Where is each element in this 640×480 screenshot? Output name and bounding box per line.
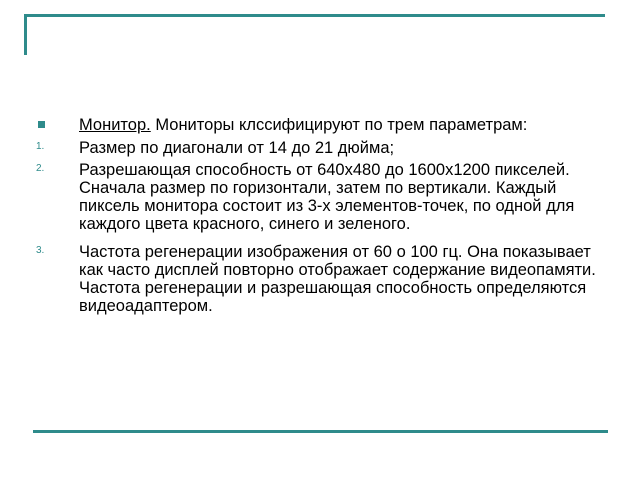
frame-top-line: [24, 14, 605, 17]
intro-bullet: [36, 116, 596, 134]
list-item-3: [36, 243, 596, 315]
list-item-2-text: Разрешающая способность от 640х480 до 1600х1200 пикселей. Сначала размер по горизонтали, затем по вертикали. Каждый пиксель монитора состоит из 3-х элементов-точек, по одной для каждого цвета красного, синего и зеленого.: [79, 161, 575, 233]
frame-left-line: [24, 14, 27, 55]
list-number-1: 1.: [36, 141, 45, 152]
frame-bottom-line: [33, 430, 608, 433]
list-number-2: 2.: [36, 163, 45, 174]
square-bullet-icon: [38, 121, 45, 128]
slide-content: [36, 116, 596, 315]
list-item-2: [36, 161, 596, 233]
intro-term: Монитор.: [79, 116, 151, 134]
list-item-1-text: Размер по диагонали от 14 до 21 дюйма;: [79, 139, 395, 157]
list-number-3: 3.: [36, 245, 45, 256]
list-item-3-text: Частота регенерации изображения от 60 о 100 гц. Она показывает как часто дисплей повторно отображает содержание видеопамяти. Частота регенерации и разрешающая способность определяются видеоадаптером.: [79, 243, 596, 315]
list-item-1: [36, 139, 596, 157]
intro-text: Мониторы клссифицируют по трем параметрам:: [150, 116, 528, 134]
